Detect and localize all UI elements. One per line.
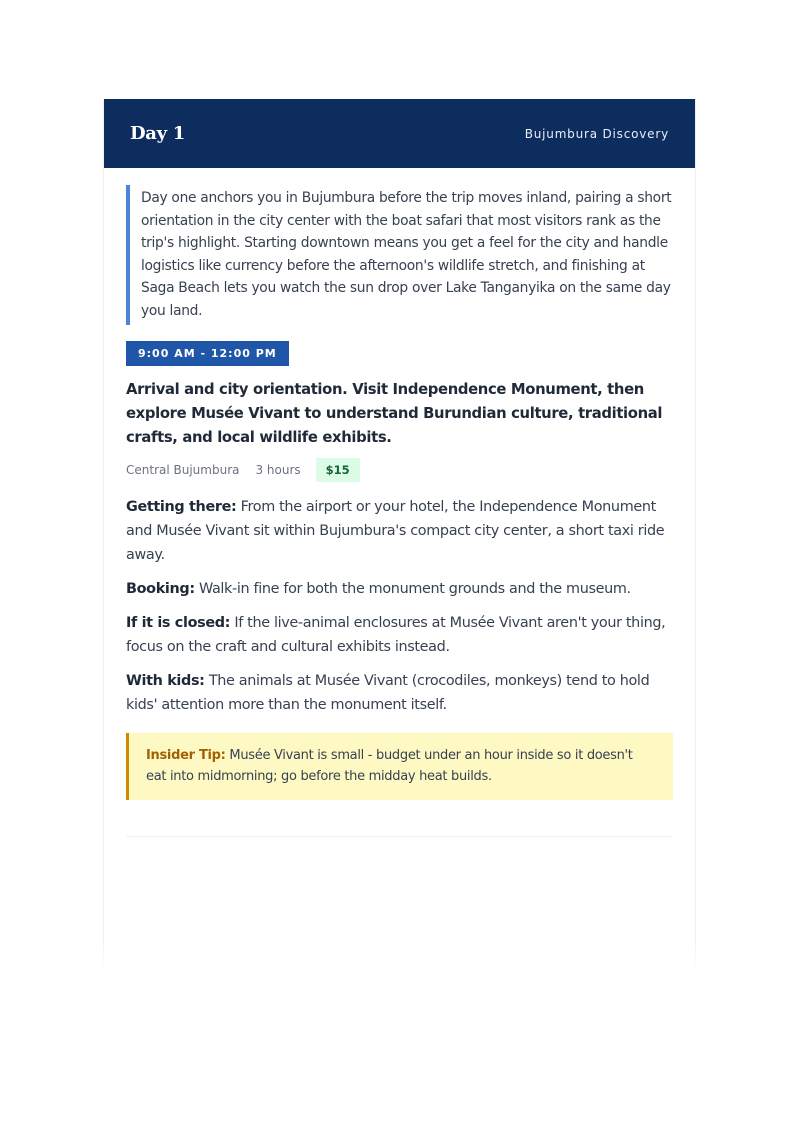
detail-label: If it is closed:: [126, 614, 231, 631]
detail-text: The animals at Musée Vivant (crocodiles, monkeys) tend to hold kids' attention more than the monument itself.: [126, 672, 650, 713]
section-divider: [126, 836, 673, 837]
day-title: Day 1: [130, 123, 186, 144]
day-header: [104, 99, 695, 168]
activity-duration: 3 hours: [255, 462, 301, 477]
tip-text: Musée Vivant is small - budget under an hour inside so it doesn't eat into midmorning; go before the midday heat builds.: [146, 747, 633, 785]
detail-booking: [126, 577, 673, 601]
detail-label: Getting there:: [126, 498, 237, 515]
detail-label: With kids:: [126, 672, 205, 689]
detail-text: If the live-animal enclosures at Musée Vivant aren't your thing, focus on the craft and cultural exhibits instead.: [126, 614, 666, 655]
tip-label: Insider Tip:: [146, 747, 226, 763]
detail-label: Booking:: [126, 580, 195, 597]
day-content: [104, 168, 695, 837]
detail-getting-there: [126, 495, 673, 567]
detail-text: Walk-in fine for both the monument grounds and the museum.: [198, 580, 631, 597]
detail-with-kids: [126, 669, 673, 717]
detail-if-closed: [126, 611, 673, 659]
activity-title: Arrival and city orientation. Visit Independence Monument, then explore Musée Vivant to understand Burundian culture, traditional crafts, and local wildlife exhibits.: [126, 380, 663, 446]
detail-text: From the airport or your hotel, the Independence Monument and Musée Vivant sit within Bujumbura's compact city center, a short taxi ride away.: [126, 498, 665, 563]
day-card: [103, 99, 696, 975]
activity-meta: [126, 458, 673, 482]
trip-name: Bujumbura Discovery: [524, 126, 669, 141]
activity-location: Central Bujumbura: [126, 462, 240, 477]
day-intro: Day one anchors you in Bujumbura before the trip moves inland, pairing a short orientation in the city center with the boat safari that most visitors rank as the trip's highlight. Starting downtown means you get a feel for the city and handle logistics like currency before the afternoon's wildlife stretch, and finishing at Saga Beach lets you watch the sun drop over Lake Tanganyika on the same day you land.: [126, 185, 673, 325]
price-badge: $15: [316, 458, 360, 482]
time-badge: 9:00 AM - 12:00 PM: [126, 341, 289, 366]
insider-tip: [126, 733, 673, 800]
